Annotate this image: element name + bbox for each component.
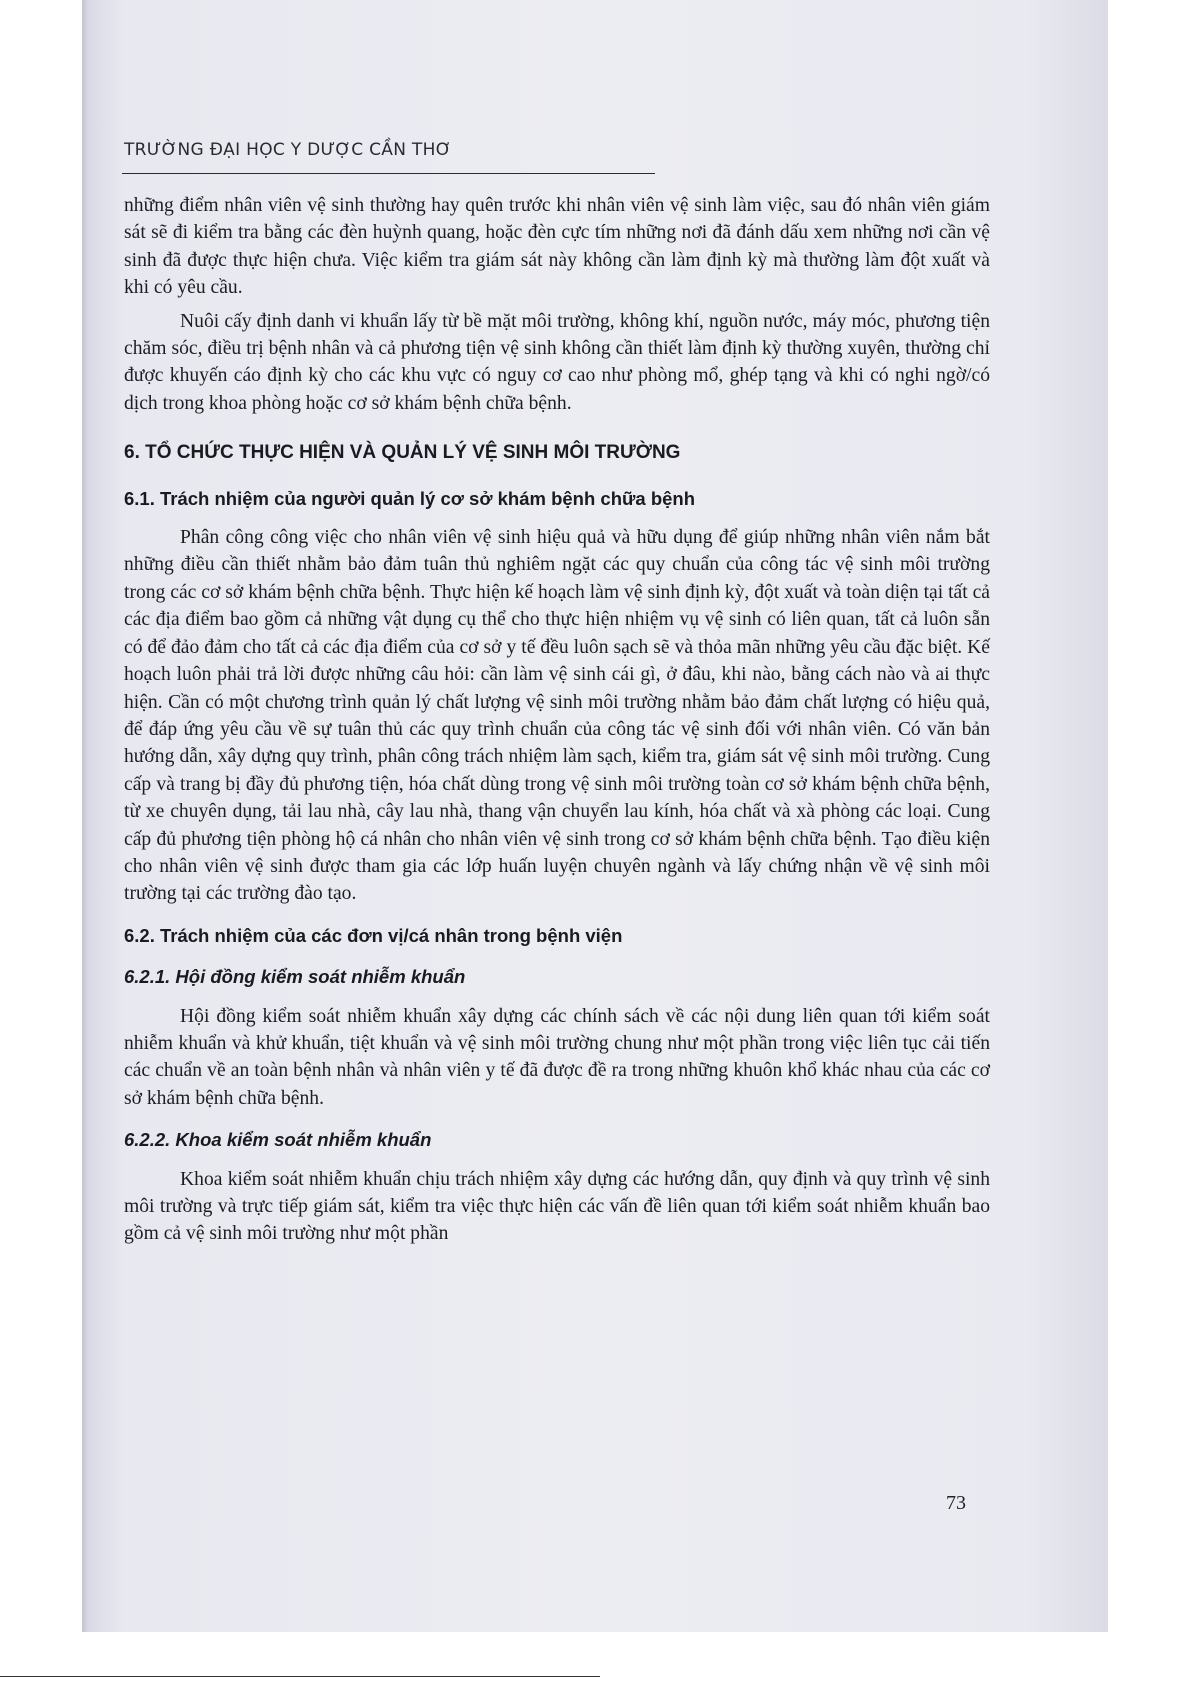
running-head: TRƯỜNG ĐẠI HỌC Y DƯỢC CẦN THƠ — [124, 140, 452, 160]
section-heading-6-2-1: 6.2.1. Hội đồng kiểm soát nhiễm khuẩn — [124, 966, 466, 988]
page-number: 73 — [946, 1492, 966, 1514]
section-heading-6: 6. TỔ CHỨC THỰC HIỆN VÀ QUẢN LÝ VỆ SINH MÔI TRƯỜNG — [124, 442, 681, 464]
scanned-page — [82, 0, 1108, 1632]
paragraph-6-1: Phân công công việc cho nhân viên vệ sinh hiệu quả và hữu dụng để giúp những nhân viên nắm bắt những điều cần thiết nhằm bảo đảm tuân thủ nghiêm ngặt các quy chuẩn của công tác vệ sinh môi trường trong các cơ sở khám bệnh chữa bệnh. Thực hiện kế hoạch làm vệ sinh định kỳ, đột xuất và toàn diện tại tất cả các địa điểm bao gồm cả những vật dụng cụ thể cho thực hiện nhiệm vụ vệ sinh có liên quan, tất cả luôn sẵn có để đảo đảm cho tất cả các địa điểm của cơ sở y tế đều luôn sạch sẽ và thỏa mãn những yêu cầu đặc biệt. Kế hoạch luôn phải trả lời được những câu hỏi: cần làm vệ sinh cái gì, ở đâu, khi nào, bằng cách nào và ai thực hiện. Cần có một chương trình quản lý chất lượng vệ sinh môi trường nhằm bảo đảm chất lượng có hiệu quả, để đáp ứng yêu cầu về sự tuân thủ các quy trình chuẩn của công tác vệ sinh đối với nhân viên. Có văn bản hướng dẫn, xây dựng quy trình, phân công trách nhiệm làm sạch, kiểm tra, giám sát vệ sinh môi trường. Cung cấp và trang bị đầy đủ phương tiện, hóa chất dùng trong vệ sinh môi trường toàn cơ sở khám bệnh chữa bệnh, từ xe chuyên dụng, tải lau nhà, cây lau nhà, thang vận chuyển lau kính, hóa chất và xà phòng các loại. Cung cấp đủ phương tiện phòng hộ cá nhân cho nhân viên vệ sinh trong cơ sở khám bệnh chữa bệnh. Tạo điều kiện cho nhân viên vệ sinh được tham gia các lớp huấn luyện chuyên ngành và lấy chứng nhận về vệ sinh môi trường tại các trường đào tạo. — [124, 527, 990, 905]
paragraph-continued: những điểm nhân viên vệ sinh thường hay quên trước khi nhân viên vệ sinh làm việc, sau đó nhân viên giám sát sẽ đi kiểm tra bằng các đèn huỳnh quang, hoặc đèn cực tím những nơi đã đánh dấu xem những nơi cần vệ sinh đã được thực hiện chưa. Việc kiểm tra giám sát này không cần làm định kỳ mà thường làm đột xuất và khi có yêu cầu. — [124, 195, 990, 299]
page-body — [124, 192, 990, 1254]
section-heading-6-2-2: 6.2.2. Khoa kiểm soát nhiễm khuẩn — [124, 1129, 432, 1151]
paragraph-6-2-1: Hội đồng kiểm soát nhiễm khuẩn xây dựng các chính sách về các nội dung liên quan tới kiểm soát nhiễm khuẩn và khử khuẩn, tiệt khuẩn và vệ sinh môi trường chung như một phần trong việc liên tục cải tiến các chuẩn về an toàn bệnh nhân và nhân viên y tế đã được đề ra trong những khuôn khổ khác nhau của các cơ sở khám bệnh chữa bệnh. — [124, 1005, 990, 1109]
section-heading-6-2: 6.2. Trách nhiệm của các đơn vị/cá nhân trong bệnh viện — [124, 924, 623, 946]
bottom-rule — [0, 1676, 600, 1677]
section-heading-6-1: 6.1. Trách nhiệm của người quản lý cơ sở khám bệnh chữa bệnh — [124, 487, 696, 509]
paragraph-culture: Nuôi cấy định danh vi khuẩn lấy từ bề mặt môi trường, không khí, nguồn nước, máy móc, phương tiện chăm sóc, điều trị bệnh nhân và cả phương tiện vệ sinh không cần thiết làm định kỳ thường xuyên, thường chỉ được khuyến cáo định kỳ cho các khu vực có nguy cơ cao như phòng mổ, ghép tạng và khi có nghi ngờ/có dịch trong khoa phòng hoặc cơ sở khám bệnh chữa bệnh. — [124, 310, 990, 414]
paragraph-6-2-2: Khoa kiểm soát nhiễm khuẩn chịu trách nhiệm xây dựng các hướng dẫn, quy định và quy trình vệ sinh môi trường và trực tiếp giám sát, kiểm tra việc thực hiện các vấn đề liên quan tới kiểm soát nhiễm khuẩn bao gồm cả vệ sinh môi trường như một phần — [124, 1168, 990, 1245]
page-shadow-edge — [82, 0, 88, 1632]
header-rule — [122, 173, 655, 174]
